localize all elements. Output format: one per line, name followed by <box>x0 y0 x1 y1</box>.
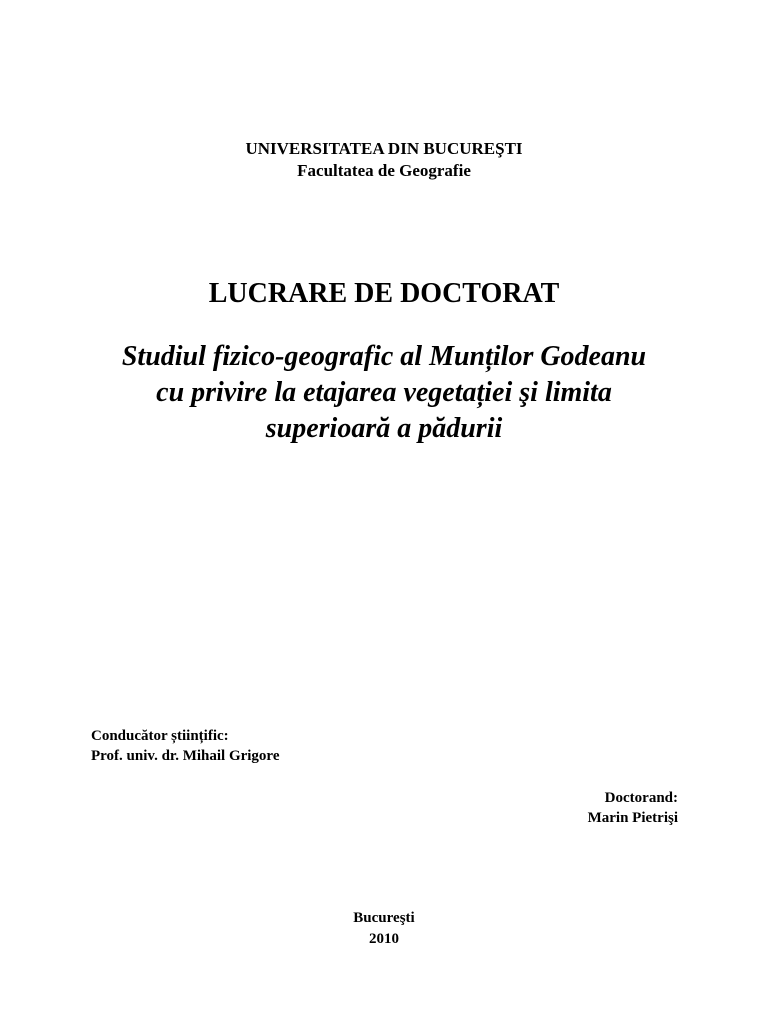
thesis-title-line-3: superioară a pădurii <box>265 413 503 444</box>
supervisor-block <box>91 726 279 766</box>
document-type-heading: LUCRARE DE DOCTORAT <box>208 278 560 309</box>
city: Bucureşti <box>353 910 415 926</box>
student-name: Marin Pietrişi <box>587 810 678 826</box>
supervisor-name: Prof. univ. dr. Mihail Grigore <box>91 748 280 764</box>
place-date-block <box>0 908 768 950</box>
faculty-name: Facultatea de Geografie <box>297 161 471 180</box>
thesis-title-line-1: Studiul fizico-geografic al Munților Godeanu <box>121 341 647 372</box>
thesis-title-line-2: cu privire la etajarea vegetației şi limita <box>156 377 612 408</box>
student-label: Doctorand: <box>604 790 678 806</box>
year: 2010 <box>369 931 399 947</box>
supervisor-label: Conducător științific: <box>91 728 229 744</box>
student-block <box>588 788 678 828</box>
university-name: UNIVERSITATEA DIN BUCUREŞTI <box>245 139 523 158</box>
institution-header <box>0 138 768 182</box>
thesis-title <box>60 339 708 447</box>
